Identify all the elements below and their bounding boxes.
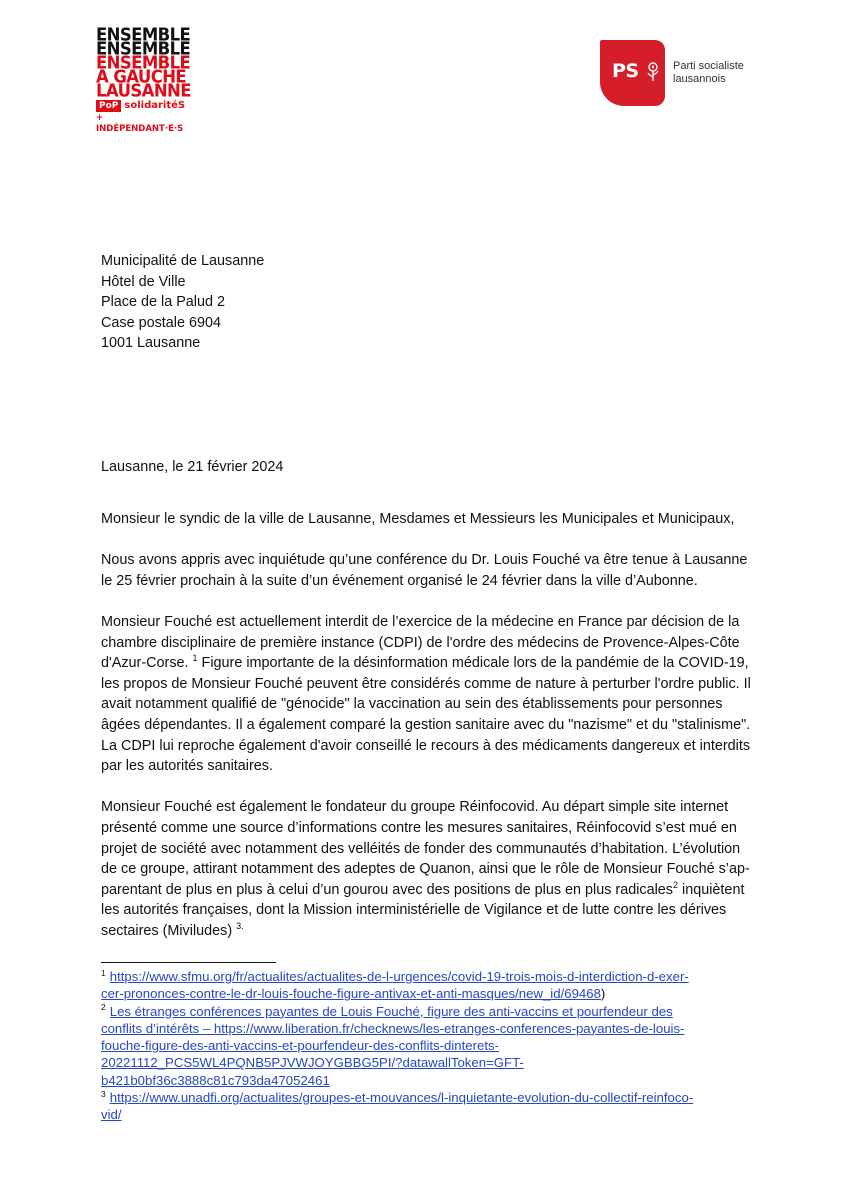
footnote-ref[interactable]: 2 [673,879,679,890]
paragraph: Nous avons appris avec inquiétude qu’une conférence du Dr. Louis Fouché va être tenue à Lausanne le 25 février prochain à la suite d’un événement organisé le 24 février dans la ville d’Aubonne. [101,552,748,589]
logo-line: ENSEMBLE [96,52,191,73]
logo-line: ENSEMBLE [96,24,191,45]
footnote-number: 3 [101,1088,106,1099]
paragraph-text: inquiètent les autorités françaises, dont la Mission interministérielle de Vigilance et de lutte contre les dérives sectaires (Miviludes) [101,881,745,939]
solidarites-badge: solidaritéS [124,100,186,111]
logo-line: LAUSANNE [96,80,191,101]
ps-logo-caption [673,60,744,86]
footnote-number: 2 [101,1002,106,1013]
rose-icon [646,62,660,82]
independants-label: + INDÉPENDANT·E·S [96,113,184,134]
logo-badges [96,100,192,112]
paragraph [101,612,751,777]
ps-caption-line: Parti socialiste [673,60,744,72]
salutation: Monsieur le syndic de la ville de Lausanne, Mesdames et Messieurs les Municipales et Municipaux, [101,511,735,527]
footnote-ref[interactable]: 3. [236,921,244,932]
address-line: Municipalité de Lausanne [101,253,265,269]
ps-caption-line: lausannois [673,73,726,85]
paragraph-text: Monsieur Fouché est actuellement interdit de l’exercice de la médecine en France par décision de la chambre disciplinaire de première instance (CDPI) de l'ordre des médecins de Provence-Alpes-Côte d'Azur-Corse. [101,613,740,672]
footnote [101,1089,751,1124]
footnote [101,968,751,1003]
ensemble-a-gauche-logo [96,24,192,135]
footnote-link[interactable]: Les étranges conférences payantes de Louis Fouché, figure des anti-vaccins et pourfendeur des conflits d’intérêts – https://www.liberation.fr/checknews/les-etranges-conferences-payantes-de-louis- fouche-figure-des-anti-vaccins-et-pourfendeur-des-conflits-dinterets- 20221112_PCS5WL4PQNB5PJVWJOYGBBG5PI/?datawallToken=GFT- b421b0bf36c3888c81c793da47052461 [101,1003,685,1088]
pop-badge: PoP [96,100,121,112]
logo-line: A GAUCHE [96,66,187,87]
letter-body [101,509,751,962]
ps-logo [600,40,760,110]
footnote-link[interactable]: https://www.sfmu.org/fr/actualites/actualites-de-l-urgences/covid-19-trois-mois-d-interdiction-d-exer- cer-prononces-contre-le-dr-louis-fouche-figure-antivax-et-anti-masques/new_id/69468 [101,969,689,1002]
footnote-link[interactable]: https://www.unadfi.org/actualites/groupes-et-mouvances/l-inquietante-evolution-du-collectif-reinfoco- vid/ [101,1090,694,1123]
ps-logo-text: PS [612,60,639,82]
footnote-number: 1 [101,967,106,978]
paragraph-text: Figure importante de la désinformation médicale lors de la pandémie de la COVID-19, les propos de Monsieur Fouché peuvent être considérés comme de nature à perturber l'ordre public. Il avait notamment qualifié de "génocide" la vaccination au sein des établissements pour personnes âgées dépendantes. Il a également comparé la gestion sanitaire avec du "nazisme" et du "stalinisme". La CDPI lui reproche également d'avoir conseillé le recours à des médicaments dangereux et interdits par les autorités sanitaires. [101,655,751,775]
address-line: 1001 Lausanne [101,335,201,352]
address-line: Case postale 6904 [101,314,222,331]
footnotes [101,968,751,1124]
paragraph-text: Monsieur Fouché est également le fondateur du groupe Réinfocovid. Au départ simple site internet présenté comme une source d’informations contre les mesures sanitaires, Réinfocovid s’est mué en projet de société avec notamment des velléités de fonder des communautés d’habitation. L’évolution de ce groupe, attirant notamment des adeptes de Quanon, ainsi que le rôle de Monsieur Fouché s’ap- parentant de plus en plus à celui d’un gourou avec des positions de plus en plus radicales [101,799,750,898]
recipient-address [101,251,264,354]
address-line: Hôtel de Ville [101,273,186,290]
footnote-divider [101,962,276,963]
footnote-ref[interactable]: 1 [192,653,198,664]
logo-line: ENSEMBLE [96,38,191,59]
footnote-text: ) [600,986,606,1002]
paragraph [101,797,751,941]
address-line: Place de la Palud 2 [101,294,226,311]
footnote [101,1003,751,1089]
ps-logo-block [600,40,665,106]
letter-date: Lausanne, le 21 février 2024 [101,459,284,475]
